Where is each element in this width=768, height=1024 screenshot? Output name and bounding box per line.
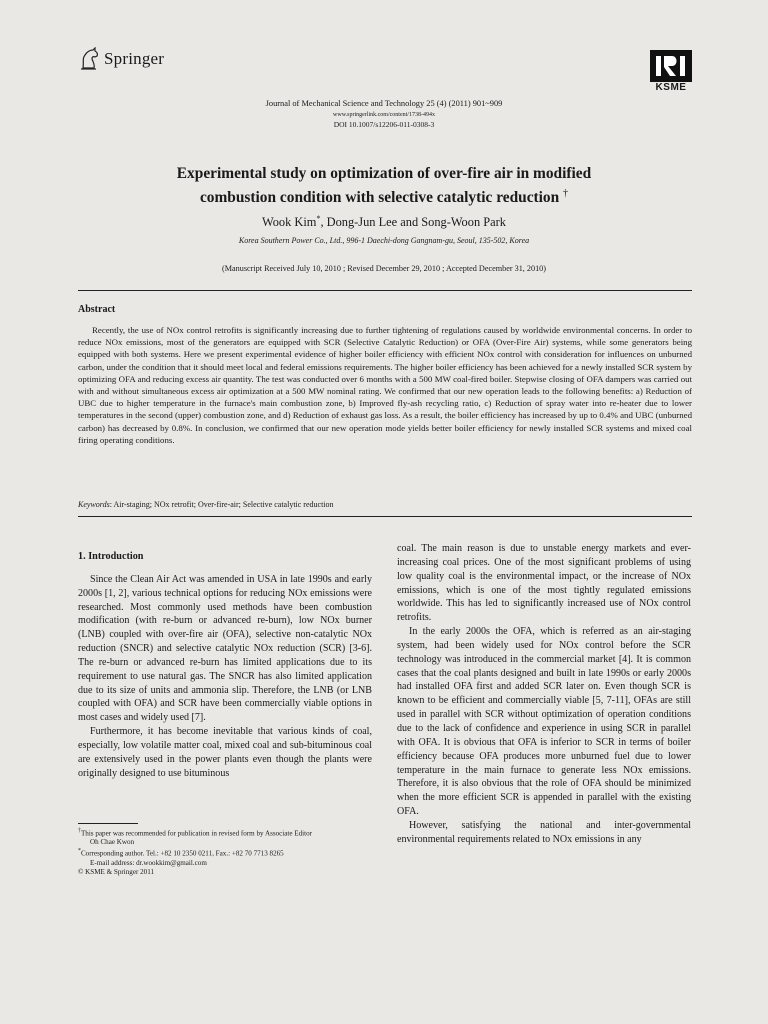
journal-citation: Journal of Mechanical Science and Technology 25 (4) (2011) 901~909 [265, 99, 503, 108]
other-authors: , Dong-Jun Lee and Song-Woon Park [320, 215, 506, 230]
springer-logo [78, 47, 164, 71]
intro-paragraph-4: However, satisfying the national and inter-governmental environmental requirements related to NOx emissions in any [397, 819, 691, 845]
ksme-logo [650, 50, 692, 93]
footnotes [78, 827, 372, 877]
journal-url: www.springerlink.com/content/1738-494x [333, 112, 435, 118]
intro-paragraph-2: Furthermore, it has become inevitable that various kinds of coal, especially, low volatile matter coal, mixed coal and sub-bituminous coal are extensively used in the power plants even though the plants were originally designed to use bituminous [78, 726, 372, 779]
manuscript-dates: (Manuscript Received July 10, 2010 ; Revised December 29, 2010 ; Accepted December 31, 2010) [222, 264, 546, 273]
title-dagger: † [563, 188, 569, 199]
footnote-2-text: Corresponding author. Tel.: +82 10 2350 0211, Fax.: +82 70 7713 8265 [80, 849, 284, 858]
footnote-1-mark: † [78, 828, 81, 834]
footnote-2 [78, 847, 372, 858]
column-left [78, 550, 372, 781]
title-line-2 [0, 184, 768, 208]
section-heading-introduction: 1. Introduction [78, 551, 144, 562]
footnote-1-cont: Oh Chae Kwon [90, 838, 135, 847]
article-doi: DOI 10.1007/s12206-011-0308-3 [333, 120, 435, 129]
copyright: © KSME & Springer 2011 [78, 867, 155, 876]
intro-paragraph-1: Since the Clean Air Act was amended in USA in late 1990s and early 2000s [1, 2], various technical options for reducing NOx emissions were researched. Most commonly used methods have been combustion modification (with re-burn or advanced re-burn), low NOx burner (LNB) coupled with over-fire air (OFA), selective non-catalytic NOx reduction (SNCR) and selective catalytic NOx reduction (SCR) [3-6]. The re-burn or advanced re-burn has limited applications due to its requirement to use natural gas. The SNCR has also limited application due to its size of units and ammonia slip. Therefore, the LNB (or LNB coupled with OFA) and SCR have been commercially viable options in most cases and widely used [7]. [78, 573, 372, 724]
society-name: KSME [655, 82, 687, 93]
intro-paragraph-2-cont: coal. The main reason is due to unstable energy markets and ever-increasing coal prices. One of the most significant problems of using low quality coal is the environmental impact, or the increase of NOx emissions, which is one of the most tightly regulated emissions worldwide. This has led to significantly increased use of NOx control retrofits. [397, 543, 691, 624]
divider-bottom [78, 516, 692, 517]
footnote-2-mark: * [78, 848, 81, 855]
footnote-email: E-mail address: dr.wookkim@gmail.com [90, 858, 207, 867]
ksme-emblem-icon [650, 50, 692, 82]
abstract-body: Recently, the use of NOx control retrofits is significantly increasing due to further tightening of regulations caused by worldwide environmental concerns. In order to reduce NOx emissions, most of the generators are equipped with SCR (Selective Catalytic Reduction) or OFA (Over-Fire Air) systems, while some generators being equipped with both systems. Here we present experimental evidence of higher boiler efficiency with efficient NOx control with consideration for influences on unburned carbon, under the condition that it should meet local and federal emissions requirements. The higher boiler efficiency has been achieved for a newly installed SCR system by optimizing OFA and reducing excess air quantity. The test was conducted over 6 months with a 500 MW coal-fired boiler. Stepwise closing of OFA dampers was carried out with and without simultaneous excess air optimization at a 500 MW nominal rating. We confirmed that our new operation leads to the following benefits: a) Reduction of UBC due to higher temperature in the furnace's main combustion zone, b) Improved fly-ash recycling ratio, c) Reduction of spray water into re-heater due to lower temperatures in the second (upper) combustion zone, and d) Reduction of exhaust gas loss. As a result, the boiler efficiency has increased by up to 0.4% and UBC (unburned carbon) has decreased by 0.8%. In conclusion, we confirmed that our new operation mode yields better boiler efficiency for newly installed SCR systems and mixed coal firing operating conditions. [78, 325, 692, 445]
corresponding-mark: * [316, 214, 321, 223]
author-1: Wook Kim [262, 215, 317, 230]
footnote-divider [78, 823, 138, 824]
title-line-2-text: combustion condition with selective catalytic reduction [199, 189, 560, 207]
footnote-1 [78, 827, 372, 838]
keywords [78, 500, 692, 509]
footnote-1-text: This paper was recommended for publication in revised form by Associate Editor [80, 829, 313, 838]
abstract-heading: Abstract [78, 304, 116, 315]
author-list [0, 214, 768, 230]
keywords-list: : Air-staging; NOx retrofit; Over-fire-air; Selective catalytic reduction [109, 500, 334, 509]
divider-top [78, 290, 692, 291]
article-title [0, 164, 768, 208]
publisher-name: Springer [104, 49, 165, 68]
keywords-label: Keywords [78, 500, 110, 509]
intro-paragraph-3: In the early 2000s the OFA, which is referred as an air-staging system, had been widely used for NOx control before the SCR technology was introduced in the commercial market [4]. It is common cases that the coal plants designed and built in late 1990s or early 2000s had installed OFA first and added SCR later on. Even though SCR is known to be efficient and commercially viable [5, 7-11], OFAs are still used in parallel with SCR without optimization of operation conditions due to the lack of confidence and experience in using SCR in parallel with OFA. It is obvious that OFA is inferior to SCR in terms of boiler efficiency because OFA produces more unburned fuel due to lower temperature in the main furnace to generate less NOx emissions. Therefore, it is also obvious that the role of OFA should be minimized when the more efficient SCR is appended in parallel with the existing OFA. [397, 626, 691, 818]
column-right [397, 542, 691, 847]
springer-horse-icon [78, 47, 100, 71]
title-line-1: Experimental study on optimization of over-fire air in modified [176, 165, 592, 182]
affiliation: Korea Southern Power Co., Ltd., 996-1 Daechi-dong Gangnam-gu, Seoul, 135-502, Korea [238, 236, 530, 245]
